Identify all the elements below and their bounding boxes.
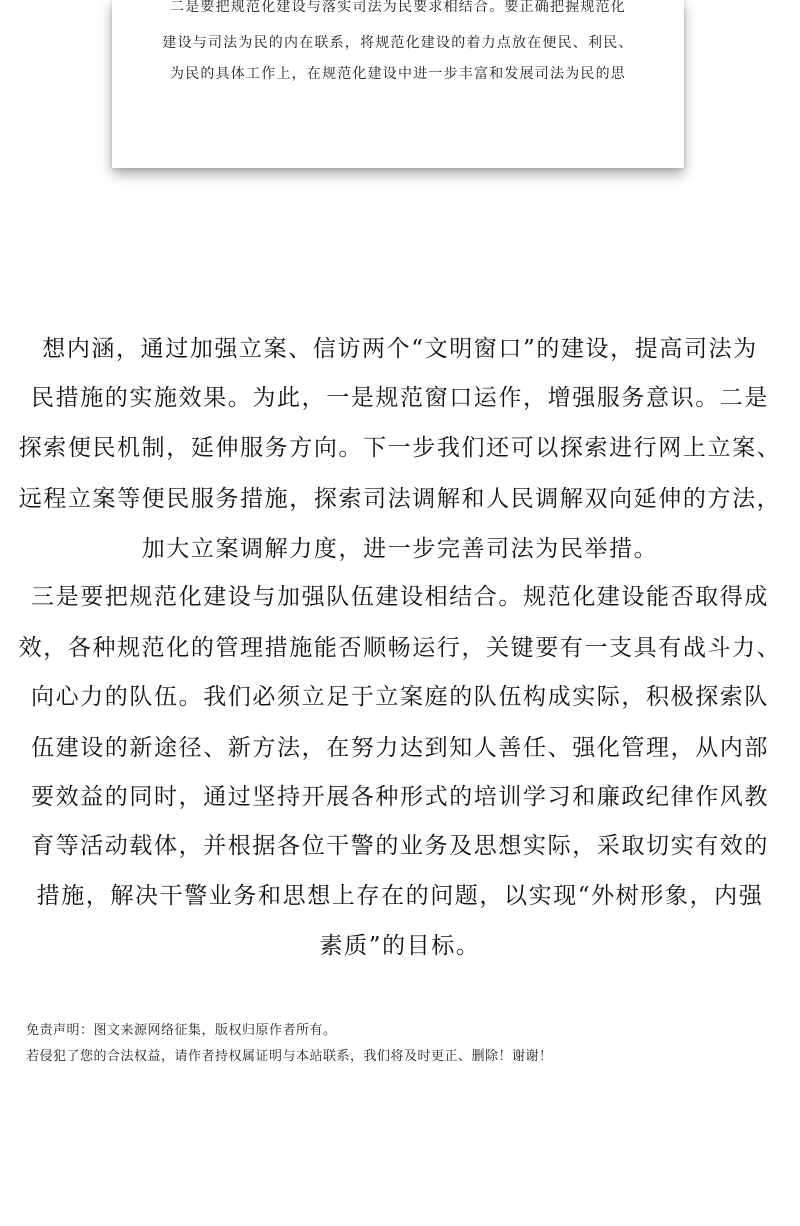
body-text-line: 要效益的同时，通过坚持开展各种形式的培训学习和廉政纪律作风教: [31, 784, 769, 810]
body-text-line: 向心力的队伍。我们必须立足于立案庭的队伍构成实际，积极探索队: [31, 684, 769, 710]
card-text-line: 建设与司法为民的内在联系，将规范化建设的着力点放在便民、利民、: [162, 35, 634, 51]
body-text-line: 伍建设的新途径、新方法，在努力达到知人善任、强化管理，从内部: [31, 735, 769, 761]
body-text-line: 民措施的实施效果。为此，一是规范窗口运作，增强服务意识。二是: [31, 385, 769, 411]
card-text-line: 二是要把规范化建设与落实司法为民要求相结合。要正确把握规范化: [170, 0, 626, 15]
body-text-line: 素质”的目标。: [319, 933, 481, 959]
body-text-line: 想内涵，通过加强立案、信访两个“文明窗口”的建设，提高司法为: [42, 336, 758, 362]
body-text-line: 远程立案等便民服务措施，探索司法调解和人民调解双向延伸的方法，: [18, 486, 782, 512]
body-text-line: 探索便民机制，延伸服务方向。下一步我们还可以探索进行网上立案、: [18, 435, 782, 461]
disclaimer-line-1: 免责声明：图文来源网络征集，版权归原作者所有。: [26, 1023, 337, 1038]
document-card: [112, 0, 684, 168]
body-text-line: 效，各种规范化的管理措施能否顺畅运行，关键要有一支具有战斗力、: [18, 635, 782, 661]
disclaimer-line-2: 若侵犯了您的合法权益，请作者持权属证明与本站联系，我们将及时更正、删除！谢谢！: [26, 1049, 553, 1064]
body-text-line: 措施，解决干警业务和思想上存在的问题，以实现“外树形象，内强: [36, 883, 764, 909]
body-text-line: 育等活动载体，并根据各位干警的业务及思想实际，采取切实有效的: [31, 833, 769, 859]
body-text-line: 三是要把规范化建设与加强队伍建设相结合。规范化建设能否取得成: [31, 584, 769, 610]
card-text-line: 为民的具体工作上，在规范化建设中进一步丰富和发展司法为民的思: [170, 66, 626, 82]
body-text-line: 加大立案调解力度，进一步完善司法为民举措。: [141, 536, 659, 562]
